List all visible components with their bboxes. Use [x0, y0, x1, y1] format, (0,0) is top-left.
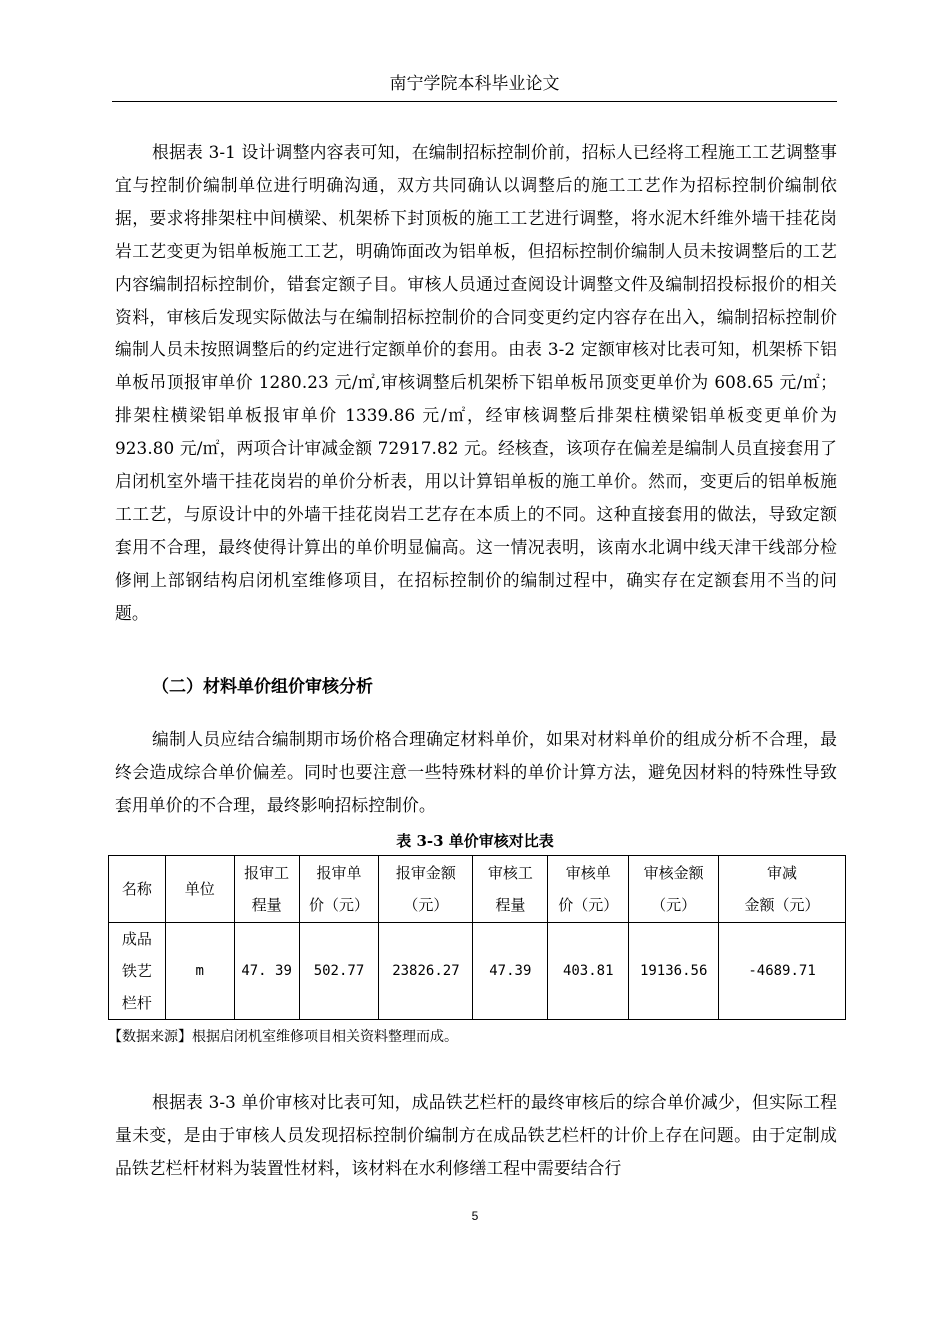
header-cell: 名称: [109, 856, 166, 923]
header-cell: 审核单 价（元）: [548, 856, 629, 923]
body-paragraph-1: 根据表 3-1 设计调整内容表可知，在编制招标控制价前，招标人已经将工程施工工艺调整事宜与控制价编制单位进行明确沟通，双方共同确认以调整后的施工工艺作为招标控制价编制依据，要求将排架柱中间横梁、机架桥下封顶板的施工工艺进行调整，将水泥木纤维外墙干挂花岗岩工艺变更为铝单板施工工艺，明确饰面改为铝单板，但招标控制价编制人员未按调整后的工艺内容编制招标控制价，错套定额子目。审核人员通过查阅设计调整文件及编制招投标报价的相关资料，审核后发现实际做法与在编制招标控制价的合同变更约定内容存在出入，编制招标控制价编制人员未按照调整后的约定进行定额单价的套用。由表 3-2 定额审核对比表可知，机架桥下铝单板吊顶报审单价 1280.23 元/㎡,审核调整后机架桥下铝单板吊顶变更单价为 608.65 元/㎡；排架柱横梁铝单板报审单价 1339.86 元/㎡，经审核调整后排架柱横梁铝单板变更单价为 923.80 元/㎡，两项合计审减金额 72917.82 元。经核查，该项存在偏差是编制人员直接套用了启闭机室外墙干挂花岗岩的单价分析表，用以计算铝单板的施工单价。然而，变更后的铝单板施工工艺，与原设计中的外墙干挂花岗岩工艺存在本质上的不同。这种直接套用的做法，导致定额套用不合理，最终使得计算出的单价明显偏高。这一情况表明，该南水北调中线天津干线部分检修闸上部钢结构启闭机室维修项目，在招标控制价的编制过程中，确实存在定额套用不当的问题。: [115, 142, 837, 623]
audited-price-cell: 403.81: [548, 923, 629, 1020]
table-header-row: [109, 856, 846, 923]
header-cell: 报审金额 （元）: [379, 856, 473, 923]
header-cell: 审核工 程量: [473, 856, 548, 923]
running-header: 南宁学院本科毕业论文: [389, 74, 560, 94]
section-heading: （二）材料单价组价审核分析: [152, 677, 373, 697]
reduction-cell: -4689.71: [719, 923, 846, 1020]
item-name-cell: 成品 铁艺 栏杆: [109, 923, 166, 1020]
table-caption: 表 3-3 单价审核对比表: [396, 832, 554, 850]
page-number: 5: [471, 1209, 479, 1223]
audited-qty-cell: 47.39: [473, 923, 548, 1020]
data-source-note: 【数据来源】根据启闭机室维修项目相关资料整理而成。: [108, 1029, 458, 1045]
table-row: [109, 923, 846, 1020]
header-cell: 审减 金额（元）: [719, 856, 846, 923]
submitted-amount-cell: 23826.27: [379, 923, 473, 1020]
header-cell: 单位: [165, 856, 234, 923]
header-cell: 报审单 价（元）: [299, 856, 379, 923]
audited-amount-cell: 19136.56: [629, 923, 719, 1020]
unit-price-audit-table: [108, 855, 846, 1020]
header-cell: 审核金额 （元）: [629, 856, 719, 923]
body-paragraph-2: 编制人员应结合编制期市场价格合理确定材料单价，如果对材料单价的组成分析不合理，最终会造成综合单价偏差。同时也要注意一些特殊材料的单价计算方法，避免因材料的特殊性导致套用单价的不合理，最终影响招标控制价。: [115, 729, 837, 815]
header-cell: 报审工 程量: [234, 856, 299, 923]
body-paragraph-3: 根据表 3-3 单价审核对比表可知，成品铁艺栏杆的最终审核后的综合单价减少，但实际工程量未变，是由于审核人员发现招标控制价编制方在成品铁艺栏杆的计价上存在问题。由于定制成品铁艺栏杆材料为装置性材料，该材料在水利修缮工程中需要结合行: [115, 1092, 837, 1178]
submitted-qty-cell: 47. 39: [234, 923, 299, 1020]
unit-cell: m: [165, 923, 234, 1020]
header-rule: [112, 101, 837, 102]
submitted-price-cell: 502.77: [299, 923, 379, 1020]
